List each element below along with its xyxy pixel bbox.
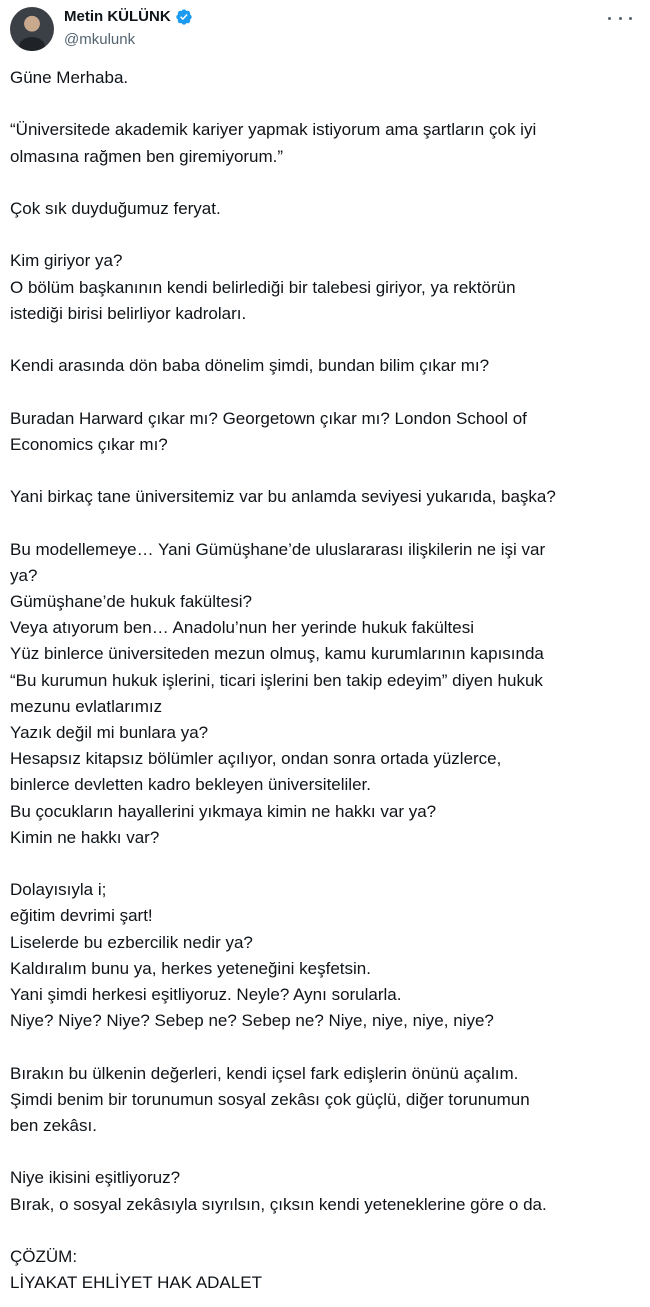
tweet-text-line: Yani şimdi herkesi eşitliyoruz. Neyle? Aynı sorularla. (10, 984, 402, 1004)
tweet-text-line: Güne Merhaba. (10, 68, 129, 87)
tweet-text-line: Buradan Harward çıkar mı? Georgetown çıkar mı? London School of (10, 408, 527, 428)
tweet-text-line: Dolayısıyla i; (10, 880, 107, 900)
tweet-text-line: Economics çıkar mı? (10, 434, 168, 454)
author-handle[interactable]: @mkulunk (64, 31, 136, 48)
tweet-text-line (10, 170, 635, 196)
tweet-text-line: olmasına rağmen ben giremiyorum.” (10, 146, 284, 166)
tweet-text-line: Liselerde bu ezbercilik nedir ya? (10, 932, 253, 952)
tweet-text-line (10, 1218, 635, 1244)
tweet-text-line: Kaldıralım bunu ya, herkes yeteneğini keşfetsin. (10, 958, 371, 978)
tweet-text-line: mezunu evlatlarımız (10, 696, 163, 716)
tweet-text-line: Kim giriyor ya? (10, 251, 123, 271)
tweet-text-line: ÇÖZÜM: (10, 1246, 78, 1266)
tweet-text-line: Bırak, o sosyal zekâsıyla sıyrılsın, çıksın kendi yeteneklerine göre o da. (10, 1194, 547, 1214)
tweet-text-line (10, 91, 635, 117)
tweet-text-line: Şimdi benim bir torunumun sosyal zekâsı çok güçlü, diğer torunumun (10, 1089, 530, 1109)
tweet-text-line (10, 1139, 635, 1165)
tweet-text-line: Çok sık duyduğumuz feryat. (10, 198, 221, 218)
tweet-text-line: Bırakın bu ülkenin değerleri, kendi içsel fark edişlerin önünü açalım. (10, 1063, 519, 1083)
tweet-text-line: ben zekâsı. (10, 1115, 97, 1135)
tweet-text-line: Niye? Niye? Niye? Sebep ne? Sebep ne? Niye, niye, niye, niye? (10, 1011, 494, 1031)
tweet-text-line: “Üniversitede akademik kariyer yapmak istiyorum ama şartların çok iyi (10, 120, 537, 140)
tweet-text-line: Bu çocukların hayallerini yıkmaya kimin ne hakkı var ya? (10, 801, 437, 821)
tweet-text-line (10, 222, 635, 248)
verified-badge-icon (175, 8, 193, 26)
tweet-text-line: “Bu kurumun hukuk işlerini, ticari işlerini ben takip edeyim” diyen hukuk (10, 670, 543, 690)
tweet-text-line: binlerce devletten kadro bekleyen üniversiteliler. (10, 775, 371, 795)
tweet-text (10, 65, 635, 1296)
tweet-text-line: eğitim devrimi şart! (10, 906, 153, 926)
tweet-text-line: Veya atıyorum ben… Anadolu’nun her yerinde hukuk fakültesi (10, 618, 475, 638)
tweet-text-line (10, 327, 635, 353)
tweet-text-line: Bu modellemeye… Yani Gümüşhane’de uluslararası ilişkilerin ne işi var (10, 539, 546, 559)
tweet-text-line (10, 851, 635, 877)
tweet-text-line: ya? (10, 565, 38, 585)
author-display-name[interactable]: Metin KÜLÜNK (64, 8, 171, 25)
tweet-text-line: Hesapsız kitapsız bölümler açılıyor, ondan sonra ortada yüzlerce, (10, 749, 502, 769)
tweet-text-line: O bölüm başkanının kendi belirlediği bir talebesi giriyor, ya rektörün (10, 277, 516, 297)
more-options-button[interactable] (608, 8, 632, 28)
tweet-text-line: istediği birisi belirliyor kadroları. (10, 303, 247, 323)
tweet-text-line: Kendi arasında dön baba dönelim şimdi, bundan bilim çıkar mı? (10, 356, 490, 376)
more-options-icon (608, 17, 611, 20)
tweet-text-line: Niye ikisini eşitliyoruz? (10, 1168, 181, 1188)
tweet-text-line: Kimin ne hakkı var? (10, 827, 160, 847)
tweet-text-line: LİYAKAT EHLİYET HAK ADALET (10, 1273, 262, 1293)
tweet-text-line: Gümüşhane’de hukuk fakültesi? (10, 591, 252, 611)
tweet-text-line (10, 458, 635, 484)
tweet-text-line (10, 510, 635, 536)
author-name-row[interactable] (64, 7, 193, 27)
avatar[interactable] (10, 7, 54, 51)
more-options-icon (619, 17, 622, 20)
tweet-text-line (10, 1034, 635, 1060)
tweet-text-line (10, 379, 635, 405)
more-options-icon (629, 17, 632, 20)
tweet-text-line: Yüz binlerce üniversiteden mezun olmuş, kamu kurumlarının kapısında (10, 644, 544, 664)
tweet-text-line: Yazık değil mi bunlara ya? (10, 722, 209, 742)
tweet-header (0, 0, 650, 58)
tweet-text-line: Yani birkaç tane üniversitemiz var bu anlamda seviyesi yukarıda, başka? (10, 487, 556, 507)
